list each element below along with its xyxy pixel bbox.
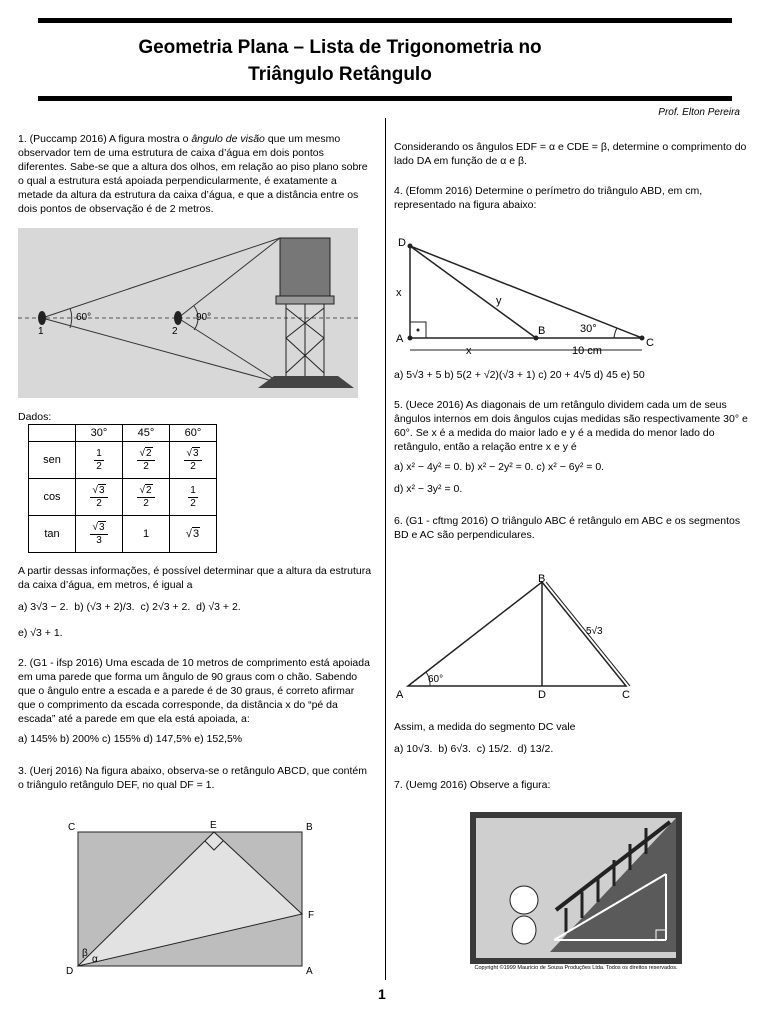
q2-options: a) 145% b) 200% c) 155% d) 147,5% e) 152,5% xyxy=(18,733,243,745)
right-column-top xyxy=(394,140,750,218)
q6-options: a) 10√3. b) 6√3. c) 15/2. d) 13/2. xyxy=(394,743,554,755)
q1-options-row1: a) 3√3 − 2. b) (√3 + 2)/3. c) 2√3 + 2. d) √3 + 2. xyxy=(18,601,241,613)
right-column-mid xyxy=(394,368,750,548)
q4-point-d xyxy=(408,244,413,249)
q3-label-beta: β xyxy=(82,948,88,959)
q4-label-c: C xyxy=(646,337,654,349)
q4-text: 4. (Efomm 2016) Determine o perímetro do triângulo ABD, em cm, representado na figura abaixo: xyxy=(394,185,703,211)
q4-right-angle-dot xyxy=(417,329,420,332)
q3-label-b: B xyxy=(306,822,313,833)
q4-label-10cm: 10 cm xyxy=(572,345,602,357)
column-divider xyxy=(385,118,386,980)
q3-label-a: A xyxy=(306,966,313,977)
q7-character-body xyxy=(512,916,536,944)
q1-text: 1. (Puccamp 2016) A figura mostra o ângulo de visão que um mesmo observador tem de uma estrutura de caixa d’água em dois pontos diferentes. Sabe-se que a altura dos olhos, em relação ao piso plano sobre o qual a estrutura está apoiada perpendicularmente, é exatamente a metade da altura da estrutura da caixa d’água, e que a distância entre os dois pontos de observação é de 2 metros. xyxy=(18,133,368,215)
q4-point-c xyxy=(640,336,645,341)
q1-point-2-label: 2 xyxy=(172,326,178,337)
q3-rectangle-figure xyxy=(62,818,332,978)
q1-water-tower-figure xyxy=(18,228,358,398)
q3-continuation: Considerando os ângulos EDF = α e CDE = β, determine o comprimento do lado DA em função de α e β. xyxy=(394,141,747,167)
q1-point-1-label: 1 xyxy=(38,326,44,337)
q4-options: a) 5√3 + 5 b) 5(2 + √2)(√3 + 1) c) 20 + 4√5 d) 45 e) 50 xyxy=(394,369,645,381)
author: Prof. Elton Pereira xyxy=(658,107,740,118)
q3-label-alpha: α xyxy=(92,954,98,965)
top-rule xyxy=(38,18,732,23)
q6-text: 6. (G1 - cftmg 2016) O triângulo ABC é retângulo em ABC e os segmentos BD e AC são perpendiculares. xyxy=(394,515,741,541)
q4-side-dc xyxy=(410,246,642,338)
q7-staircase-figure xyxy=(470,812,682,964)
q4-label-y: y xyxy=(496,295,502,307)
q6-label-b: B xyxy=(538,574,546,585)
q5-text: 5. (Uece 2016) As diagonais de um retângulo dividem cada um de seus ângulos internos em dois ângulos cujas medidas são respectivamente 30° e 60°. Se x é a medida do maior lado e y é a medida do menor lado do retângulo, então a relação entre x e y é xyxy=(394,399,748,453)
q3-text: 3. (Uerj 2016) Na figura abaixo, observa-se o retângulo ABCD, que contém o triângulo retângulo DEF, no qual DF = 1. xyxy=(18,765,368,791)
q5-options-row2: d) x² − 3y² = 0. xyxy=(394,483,463,495)
page-number: 1 xyxy=(378,986,386,1002)
q1-tank xyxy=(280,238,330,296)
q1-angle-90-label: 90° xyxy=(196,312,212,323)
q3-label-f: F xyxy=(308,910,315,921)
q7-character-head xyxy=(510,886,538,914)
q6-label-c: C xyxy=(622,689,630,701)
trig-row-tan: tan $\frac{√3}{3}$ 1 √3 xyxy=(29,516,217,553)
q4-label-angle: 30° xyxy=(580,323,597,335)
trig-row-cos: cos $\frac{√3}{2}$ $\frac{√2}{2}$ $\frac{1}{2}$ xyxy=(29,479,217,516)
q4-angle-arc xyxy=(614,328,617,338)
bottom-rule xyxy=(38,96,732,101)
q1-angle-60-label: 60° xyxy=(76,312,92,323)
q7-copyright: Copyright ©1999 Mauricio de Sousa Produções Ltda. Todos os direitos reservados. xyxy=(474,965,678,971)
q4-triangle-figure xyxy=(396,234,666,358)
q1-dados: Dados: xyxy=(18,411,52,423)
q6-question: Assim, a medida do segmento DC vale xyxy=(394,721,576,733)
q4-side-db xyxy=(410,246,536,338)
q1-trig-table xyxy=(28,424,217,553)
q1-eye-1 xyxy=(38,311,46,325)
q1-platform xyxy=(276,296,334,304)
q6-label-d: D xyxy=(538,689,546,701)
q6-triangle-figure xyxy=(396,574,646,702)
trig-header-row: 30° 45° 60° xyxy=(29,425,217,442)
q1-question: A partir dessas informações, é possível determinar que a altura da estrutura da caixa d’água, em metros, é igual a xyxy=(18,565,372,591)
q6-label-angle: 60° xyxy=(428,674,444,685)
q4-point-a xyxy=(408,336,413,341)
left-column xyxy=(18,132,374,222)
q2-text: 2. (G1 - ifsp 2016) Uma escada de 10 metros de comprimento está apoiada em uma parede que forma um ângulo de 90 graus com o chão. Sabendo que o ângulo entre a escada e a parede é de 30 graus, é correto afirmar que o comprimento da escada corresponde, da distância x do “pé da escada” até a parede em que ela está apoiada, a: xyxy=(18,657,370,725)
q4-label-a: A xyxy=(396,333,404,345)
right-column-bottom xyxy=(394,720,750,798)
trig-row-sen: sen $\frac{1}{2}$ $\frac{√2}{2}$ $\frac{√3}{2}$ xyxy=(29,442,217,479)
q6-label-side: 5√3 xyxy=(586,626,603,637)
q7-text: 7. (Uemg 2016) Observe a figura: xyxy=(394,779,551,791)
q6-label-a: A xyxy=(396,689,404,701)
q1-question-block xyxy=(18,564,374,798)
q3-label-e: E xyxy=(210,820,217,831)
q4-label-d: D xyxy=(398,237,406,249)
q4-label-x-bottom: x xyxy=(466,345,472,357)
q4-label-b: B xyxy=(538,325,546,337)
page-title-line1: Geometria Plana – Lista de Trigonometria no xyxy=(138,37,542,58)
q1-ground-base xyxy=(258,376,354,388)
q5-options-row1: a) x² − 4y² = 0. b) x² − 2y² = 0. c) x² − 6y² = 0. xyxy=(394,461,605,473)
q4-label-x-left: x xyxy=(396,287,402,299)
page-title-line2: Triângulo Retângulo xyxy=(248,64,432,85)
q3-label-d: D xyxy=(66,966,74,977)
q1-eye-2 xyxy=(174,311,182,325)
q1-option-e: e) √3 + 1. xyxy=(18,627,63,639)
q3-label-c: C xyxy=(68,822,76,833)
